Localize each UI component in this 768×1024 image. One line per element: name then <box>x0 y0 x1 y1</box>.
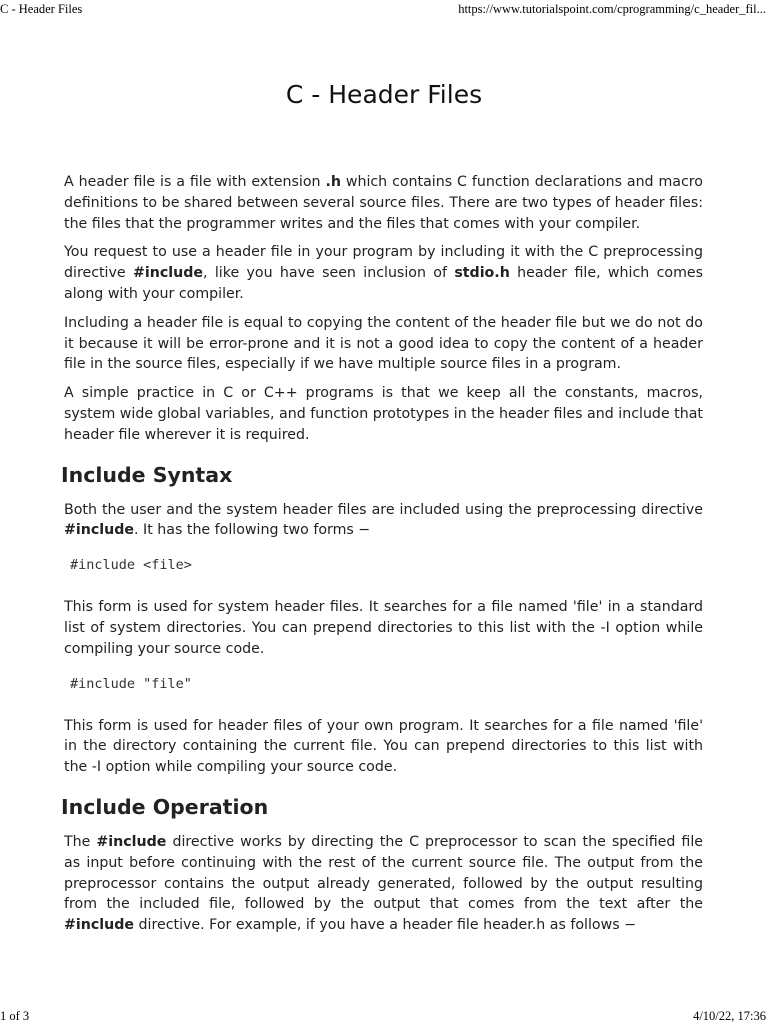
bold-text: #include <box>132 265 203 282</box>
print-footer-datetime: 4/10/22, 17:36 <box>693 1009 766 1023</box>
text: A header file is a file with extension <box>64 174 326 190</box>
print-header-url: https://www.tutorialspoint.com/cprogramming/c_header_fil... <box>458 2 766 16</box>
syntax-paragraph-3: This form is used for header files of your own program. It searches for a file named 'file' in the directory containing the current file. You can prepend directories to this list with the -I option while compiling your source code. <box>64 717 703 776</box>
code-block-local-include: #include "file" <box>70 675 192 692</box>
intro-paragraph-4: A simple practice in C or C++ programs is that we keep all the constants, macros, system wide global variables, and function prototypes in the header files and include that header file wherever it is required. <box>64 385 703 443</box>
text: header file, which comes along with your compiler. <box>64 265 704 302</box>
intro-paragraph-2 <box>64 242 703 304</box>
article-body <box>61 172 704 944</box>
text: You request to use a header file in your program by including it with the C preprocessing directive <box>64 244 703 282</box>
text: Both the user and the system header files are included using the preprocessing directive <box>64 501 703 518</box>
text: , like you have seen inclusion of <box>203 265 455 282</box>
text: directive works by directing the C preprocessor to scan the specified file as input before continuing with the rest of the current source file. The output from the preprocessor contains the output already generated, followed by the output resulting from the included file, followed by the output that comes from the text after the <box>64 833 703 913</box>
bold-text: #include <box>96 833 167 850</box>
syntax-paragraph-1 <box>64 500 703 542</box>
intro-paragraph-1 <box>64 172 703 234</box>
bold-text: #include <box>64 917 135 934</box>
print-header-title: C - Header Files <box>0 2 83 16</box>
code-block-system-include: #include <file> <box>70 557 192 574</box>
operation-paragraph-1 <box>64 832 703 936</box>
print-footer-page-count: 1 of 3 <box>0 1009 30 1023</box>
text: The <box>64 833 97 850</box>
bold-text: stdio.h <box>454 265 510 282</box>
text: which contains C function declarations and macro definitions to be shared between several source files. There are two types of header files: the files that the programmer writes and the files that comes with your compiler. <box>64 174 703 232</box>
section-heading-include-syntax: Include Syntax <box>61 462 233 487</box>
intro-paragraph-3: Including a header file is equal to copying the content of the header file but we do not do it because it will be error-prone and it is not a good idea to copy the content of a header file in the source files, especially if we have multiple source files in a program. <box>64 314 703 373</box>
bold-text: #include <box>64 522 135 539</box>
text: directive. For example, if you have a header file header.h as follows − <box>134 917 637 934</box>
bold-text: .h <box>325 174 341 190</box>
text: . It has the following two forms − <box>134 522 371 539</box>
page-title: C - Header Files <box>285 80 483 109</box>
syntax-paragraph-2: This form is used for system header files. It searches for a file named 'file' in a standard list of system directories. You can prepend directories to this list with the -I option while compiling your source code. <box>64 599 703 657</box>
section-heading-include-operation: Include Operation <box>61 794 269 819</box>
